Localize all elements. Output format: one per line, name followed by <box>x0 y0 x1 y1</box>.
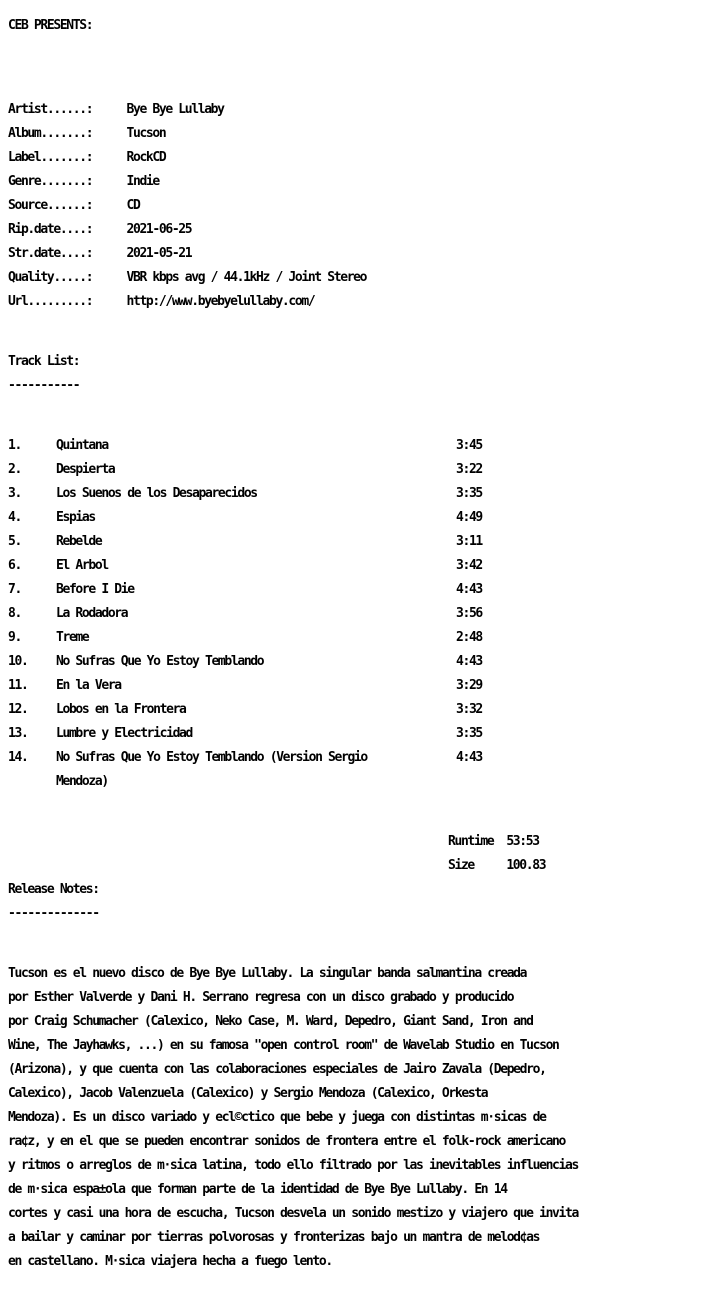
track-row <box>8 680 720 692</box>
track-title: La Rodadora <box>56 606 128 621</box>
info-key: Url.........: <box>8 294 93 309</box>
release-notes-line: por Craig Schumacher (Calexico, Neko Case, M. Ward, Depedro, Giant Sand, Iron and <box>8 1014 533 1029</box>
track-title: Espias <box>56 510 95 525</box>
track-row <box>8 536 720 548</box>
track-number: 14. <box>8 750 28 765</box>
track-title: Rebelde <box>56 534 102 549</box>
track-title: Despierta <box>56 462 115 477</box>
info-row-url <box>8 296 720 308</box>
info-row-rip-date <box>8 224 720 236</box>
track-row <box>8 728 720 740</box>
track-row <box>8 440 720 452</box>
info-value: VBR kbps avg / 44.1kHz / Joint Stereo <box>126 270 367 285</box>
track-row <box>8 584 720 596</box>
release-notes-line: Calexico), Jacob Valenzuela (Calexico) y Sergio Mendoza (Calexico, Orkesta <box>8 1086 488 1101</box>
track-duration: 3:56 <box>456 606 482 621</box>
release-notes-line: en castellano. M·sica viajera hecha a fuego lento. <box>8 1254 332 1269</box>
blank-line <box>8 812 720 824</box>
track-number: 7. <box>8 582 21 597</box>
release-notes-text <box>8 956 720 1280</box>
track-number: 9. <box>8 630 21 645</box>
info-value: CD <box>126 198 140 213</box>
track-number: 8. <box>8 606 21 621</box>
info-value: Indie <box>126 174 159 189</box>
release-notes-line: cortes y casi una hora de escucha, Tucson desvela un sonido mestizo y viajero que invita <box>8 1206 578 1221</box>
info-value: http://www.byebyelullaby.com/ <box>126 294 315 309</box>
track-duration: 3:29 <box>456 678 482 693</box>
track-number: 3. <box>8 486 21 501</box>
size-label: Size <box>448 858 474 873</box>
track-number: 12. <box>8 702 28 717</box>
track-number: 4. <box>8 510 21 525</box>
track-title: No Sufras Que Yo Estoy Temblando <box>56 654 264 669</box>
track-title: Lumbre y Electricidad <box>56 726 193 741</box>
track-duration: 3:35 <box>456 486 482 501</box>
track-number: 13. <box>8 726 28 741</box>
track-duration: 3:35 <box>456 726 482 741</box>
release-notes-line: Tucson es el nuevo disco de Bye Bye Lullaby. La singular banda salmantina creada <box>8 966 527 981</box>
release-notes-line: a bailar y caminar por tierras polvorosas y fronterizas bajo un mantra de melod¢as <box>8 1230 540 1245</box>
track-title: Lobos en la Frontera <box>56 702 186 717</box>
release-notes-line: por Esther Valverde y Dani H. Serrano regresa con un disco grabado y producido <box>8 990 514 1005</box>
release-notes-line: Wine, The Jayhawks, ...) en su famosa "open control room" de Wavelab Studio en Tucson <box>8 1038 559 1053</box>
info-value: RockCD <box>126 150 166 165</box>
track-duration: 3:22 <box>456 462 482 477</box>
blank-line <box>8 404 720 416</box>
track-title: Before I Die <box>56 582 134 597</box>
track-duration: 3:32 <box>456 702 482 717</box>
blank-line <box>8 44 720 56</box>
track-title: Treme <box>56 630 89 645</box>
info-key: Artist......: <box>8 102 93 117</box>
track-duration: 2:48 <box>456 630 482 645</box>
track-row <box>8 560 720 572</box>
blank-line <box>8 932 720 944</box>
runtime-value: 53:53 <box>506 834 539 849</box>
release-notes-underline: -------------- <box>8 906 99 921</box>
track-title: Quintana <box>56 438 108 453</box>
release-notes-line: de m·sica espa±ola que forman parte de la identidad de Bye Bye Lullaby. En 14 <box>8 1182 507 1197</box>
release-notes-line: y ritmos o arreglos de m·sica latina, todo ello filtrado por las inevitables influencias <box>8 1158 578 1173</box>
info-row-str-date <box>8 248 720 260</box>
track-row <box>8 488 720 500</box>
release-notes-line: (Arizona), y que cuenta con las colaboraciones especiales de Jairo Zavala (Depedro, <box>8 1062 546 1077</box>
info-row-label <box>8 152 720 164</box>
track-number: 11. <box>8 678 28 693</box>
release-notes-line: ra¢z, y en el que se pueden encontrar sonidos de frontera entre el folk-rock americano <box>8 1134 565 1149</box>
info-row-album <box>8 128 720 140</box>
info-key: Genre.......: <box>8 174 93 189</box>
info-row-artist <box>8 104 720 116</box>
info-row-genre <box>8 176 720 188</box>
track-duration: 4:43 <box>456 582 482 597</box>
track-row <box>8 512 720 524</box>
track-duration: 4:49 <box>456 510 482 525</box>
track-number: 6. <box>8 558 21 573</box>
track-duration: 3:11 <box>456 534 482 549</box>
info-value: 2021-06-25 <box>126 222 192 237</box>
blank-line <box>8 332 720 344</box>
release-notes-heading: Release Notes: <box>8 882 99 897</box>
track-number: 5. <box>8 534 21 549</box>
track-row <box>8 656 720 668</box>
info-row-quality <box>8 272 720 284</box>
track-row-continuation <box>8 776 720 788</box>
info-value: Tucson <box>126 126 166 141</box>
info-row-source <box>8 200 720 212</box>
size-row <box>8 860 720 872</box>
info-value: Bye Bye Lullaby <box>126 102 224 117</box>
header-line: CEB PRESENTS: <box>8 18 93 33</box>
info-key: Str.date....: <box>8 246 93 261</box>
track-duration: 3:45 <box>456 438 482 453</box>
release-notes-line: Mendoza). Es un disco variado y ecl©ctico que bebe y juega con distintas m·sicas de <box>8 1110 546 1125</box>
track-number: 2. <box>8 462 21 477</box>
nfo-document <box>8 8 720 1292</box>
track-title: El Arbol <box>56 558 108 573</box>
track-row <box>8 704 720 716</box>
track-list <box>8 428 720 800</box>
tracklist-heading: Track List: <box>8 354 80 369</box>
track-duration: 4:43 <box>456 750 482 765</box>
track-title: No Sufras Que Yo Estoy Temblando (Version Sergio <box>56 750 367 765</box>
runtime-row <box>8 836 720 848</box>
track-row <box>8 464 720 476</box>
info-value: 2021-05-21 <box>126 246 192 261</box>
track-row <box>8 608 720 620</box>
tracklist-underline: ----------- <box>8 378 80 393</box>
size-value: 100.83 <box>506 858 546 873</box>
track-row <box>8 632 720 644</box>
track-duration: 4:43 <box>456 654 482 669</box>
track-row <box>8 752 720 764</box>
info-key: Quality.....: <box>8 270 93 285</box>
track-title: En la Vera <box>56 678 121 693</box>
blank-line <box>8 68 720 80</box>
track-number: 10. <box>8 654 28 669</box>
track-number: 1. <box>8 438 21 453</box>
info-key: Album.......: <box>8 126 93 141</box>
track-duration: 3:42 <box>456 558 482 573</box>
info-key: Source......: <box>8 198 93 213</box>
track-title: Los Suenos de los Desaparecidos <box>56 486 257 501</box>
info-key: Rip.date....: <box>8 222 93 237</box>
info-block <box>8 92 720 320</box>
track-title-continuation: Mendoza) <box>56 774 108 789</box>
info-key: Label.......: <box>8 150 93 165</box>
runtime-label: Runtime <box>448 834 494 849</box>
